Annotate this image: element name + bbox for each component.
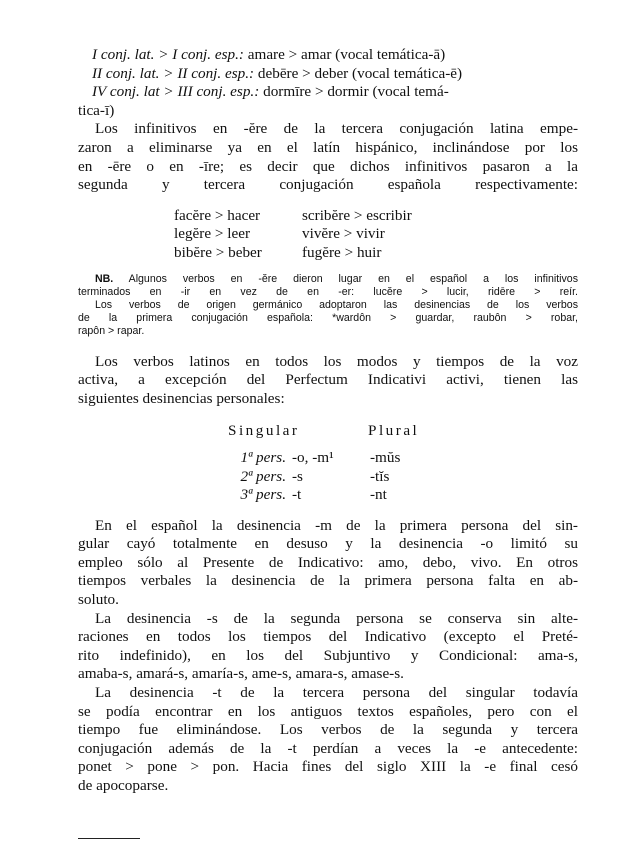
text-line: ponet > pone > pon. Hacia fines del siglo XIII la -e final cesó <box>78 758 578 776</box>
conj-line: IV conj. lat > III conj. esp.: dormīre > dormir (vocal temá- <box>92 83 449 101</box>
desinence-table <box>228 422 578 504</box>
text-line: Los infinitivos en -ĕre de la tercera conjugación latina empe- <box>95 120 578 138</box>
text-line: en -ēre o en -īre; es decir que dichos infinitivos pasaron a la <box>78 157 578 175</box>
conjugation-list <box>78 46 578 120</box>
text-line: La desinencia -t de la tercera persona del singular todavía <box>95 684 578 702</box>
text-line: tiempos verbales la desinencia de la primera persona falta en ab- <box>78 572 578 590</box>
table-row: 1ª pers. -o, -m¹ -mŭs <box>240 448 401 466</box>
text-line: activa, a excepción del Perfectum Indicativi activi, tienen las <box>78 371 578 389</box>
paragraph-first-person <box>78 517 578 610</box>
text-line: amaba-s, amará-s, amaría-s, ame-s, amara-s, amase-s. <box>78 665 404 683</box>
nb-label: NB. <box>95 272 114 285</box>
singular-header: Singular <box>228 422 300 440</box>
text-line: Los verbos latinos en todos los modos y tiempos de la voz <box>95 352 578 370</box>
text-line: se podía encontrar en los antiguos textos españoles, pero con el <box>78 702 578 720</box>
nb-line: NB. Algunos verbos en -ĕre dieron lugar en el español a los infinitivos <box>95 272 578 285</box>
text-line: empleo sólo al Presente de Indicativo: amo, debo, vivo. En otros <box>78 553 578 571</box>
example-list <box>174 207 578 263</box>
paragraph-infinitives <box>78 120 578 194</box>
text-line: gular cayó totalmente en desuso y la desinencia -o limitó su <box>78 535 578 553</box>
conj-tail: tica-ī) <box>78 101 115 119</box>
conj-line: I conj. lat. > I conj. esp.: amare > amar (vocal temática-ā) <box>92 46 446 63</box>
text-line: siguientes desinencias personales: <box>78 389 285 407</box>
table-header <box>228 422 578 441</box>
example-row: facĕre > hacer scribĕre > escribir <box>174 206 412 224</box>
plural-header: Plural <box>368 422 420 440</box>
nb-line: terminados en -ir en vez de en -er: lucĕre > lucir, ridēre > reír. <box>78 285 578 298</box>
example-row: bibĕre > beber fugĕre > huir <box>174 243 382 261</box>
example-row: legĕre > leer vivĕre > vivir <box>174 225 385 243</box>
text-line: tiempo fue eliminándose. Los verbos de la segunda y tercera <box>78 721 578 739</box>
text-line: rito indefinido), en los del Subjuntivo y Condicional: ama-s, <box>78 646 578 664</box>
footnote-rule <box>78 838 140 839</box>
page-content <box>78 46 578 796</box>
nota-bene <box>78 273 578 339</box>
text-line: conjugación además de la -t perdían a veces la -e antecedente: <box>78 739 578 757</box>
text-line: soluto. <box>78 591 119 609</box>
table-row: 2ª pers. -s -tĭs <box>240 467 390 485</box>
text-line: segunda y tercera conjugación española respectivamente: <box>78 176 578 194</box>
paragraph-third-person <box>78 684 578 796</box>
conj-line: II conj. lat. > II conj. esp.: debēre > deber (vocal temática-ē) <box>92 64 463 82</box>
text-line: En el español la desinencia -m de la primera persona del sin- <box>95 516 578 534</box>
paragraph-second-person <box>78 610 578 684</box>
text-line: zaron a eliminarse ya en el latín hispánico, inclinándose por los <box>78 138 578 156</box>
text-line: raciones en todos los tiempos del Indicativo (excepto el Preté- <box>78 628 578 646</box>
text-line: de apocoparse. <box>78 777 169 795</box>
paragraph-desinencias <box>78 353 578 409</box>
nb-line: rapôn > rapar. <box>78 325 145 338</box>
nb-line: de la primera conjugación española: *wardôn > guardar, raubôn > robar, <box>78 312 578 325</box>
nb-line: Los verbos de origen germánico adoptaron las desinencias de los verbos <box>95 298 578 311</box>
table-row: 3ª pers. -t -nt <box>240 486 387 504</box>
text-line: La desinencia -s de la segunda persona se conserva sin alte- <box>95 609 578 627</box>
